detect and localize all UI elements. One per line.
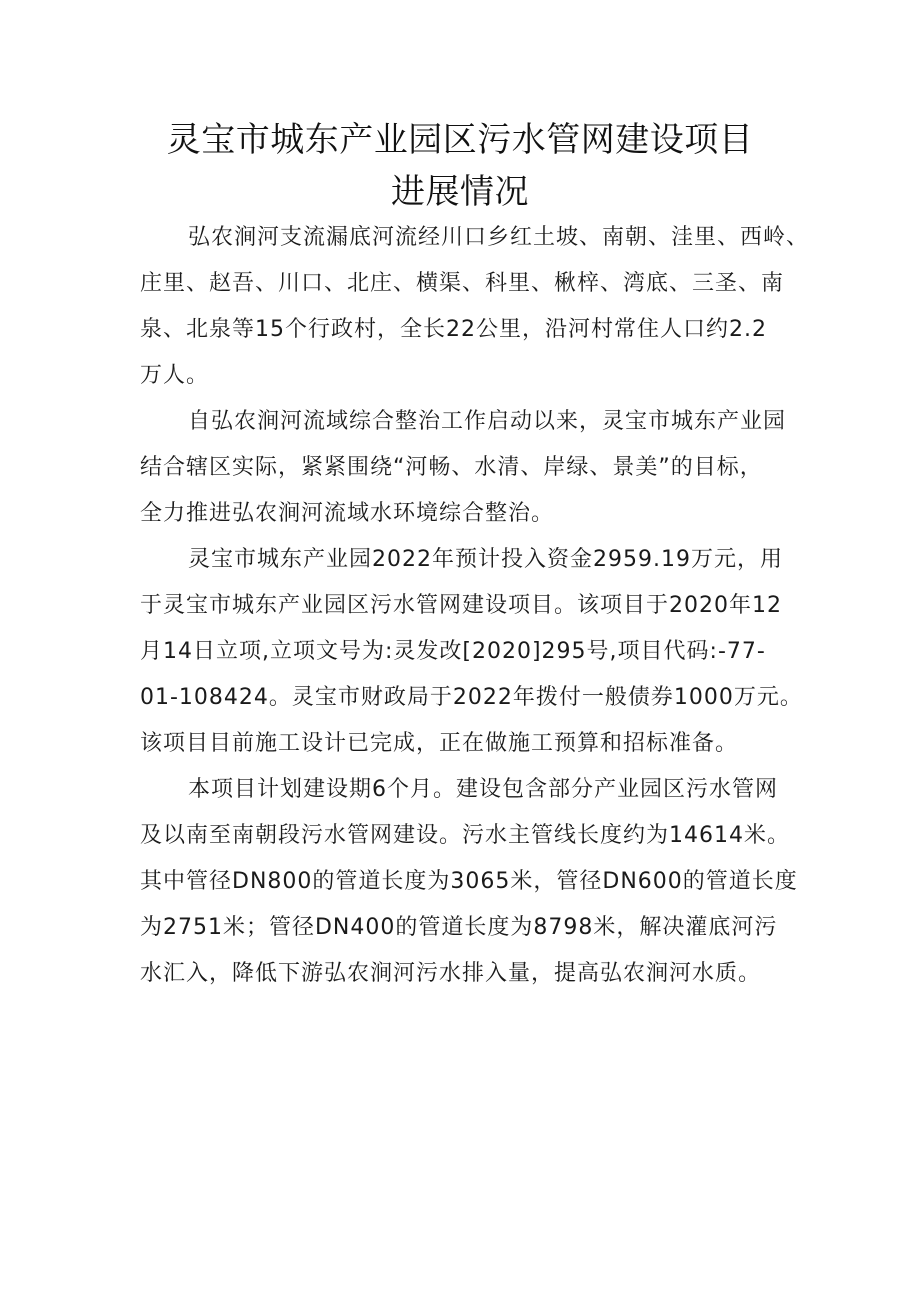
- paragraph-2-line: 全力推进弘农涧河流域水环境综合整治。: [140, 501, 555, 526]
- paragraph-4-line: 水汇入，降低下游弘农涧河污水排入量，提高弘农涧河水质。: [140, 961, 762, 986]
- paragraph-4-line: 及以南至南朝段污水管网建设。污水主管线长度约为14614米。: [140, 823, 790, 848]
- paragraph-1-line: 弘农涧河支流漏底河流经川口乡红土坡、南朝、洼里、西岭、: [188, 225, 810, 250]
- paragraph-3-line: 于灵宝市城东产业园区污水管网建设项目。该项目于2020年12: [140, 593, 782, 618]
- paragraph-3-line: 月14日立项,立项文号为:灵发改[2020]295号,项目代码:-77-: [140, 639, 766, 664]
- paragraph-2-line: 自弘农涧河流域综合整治工作启动以来，灵宝市城东产业园: [188, 409, 787, 434]
- document-title-line-1: 灵宝市城东产业园区污水管网建设项目: [166, 120, 754, 160]
- paragraph-1-line: 泉、北泉等15个行政村，全长22公里，沿河村常住人口约2.2: [140, 317, 767, 342]
- paragraph-2-line: 结合辖区实际，紧紧围绕“河畅、水清、岸绿、景美”的目标，: [140, 455, 763, 480]
- paragraph-3-line: 该项目目前施工设计已完成，正在做施工预算和招标准备。: [140, 731, 739, 756]
- paragraph-3-line: 灵宝市城东产业园2022年预计投入资金2959.19万元，用: [188, 547, 783, 572]
- paragraph-1-line: 庄里、赵吾、川口、北庄、横渠、科里、楸梓、湾底、三圣、南: [140, 271, 785, 296]
- document-title-line-2: 进展情况: [391, 172, 529, 212]
- paragraph-4-line: 为2751米；管径DN400的管道长度为8798米，解决灌底河污: [140, 915, 778, 940]
- paragraph-3-line: 01-108424。灵宝市财政局于2022年拨付一般债券1000万元。: [140, 685, 803, 710]
- paragraph-4-line: 本项目计划建设期6个月。建设包含部分产业园区污水管网: [188, 777, 778, 802]
- paragraph-4-line: 其中管径DN800的管道长度为3065米，管径DN600的管道长度: [140, 869, 798, 894]
- paragraph-1-line: 万人。: [140, 363, 210, 388]
